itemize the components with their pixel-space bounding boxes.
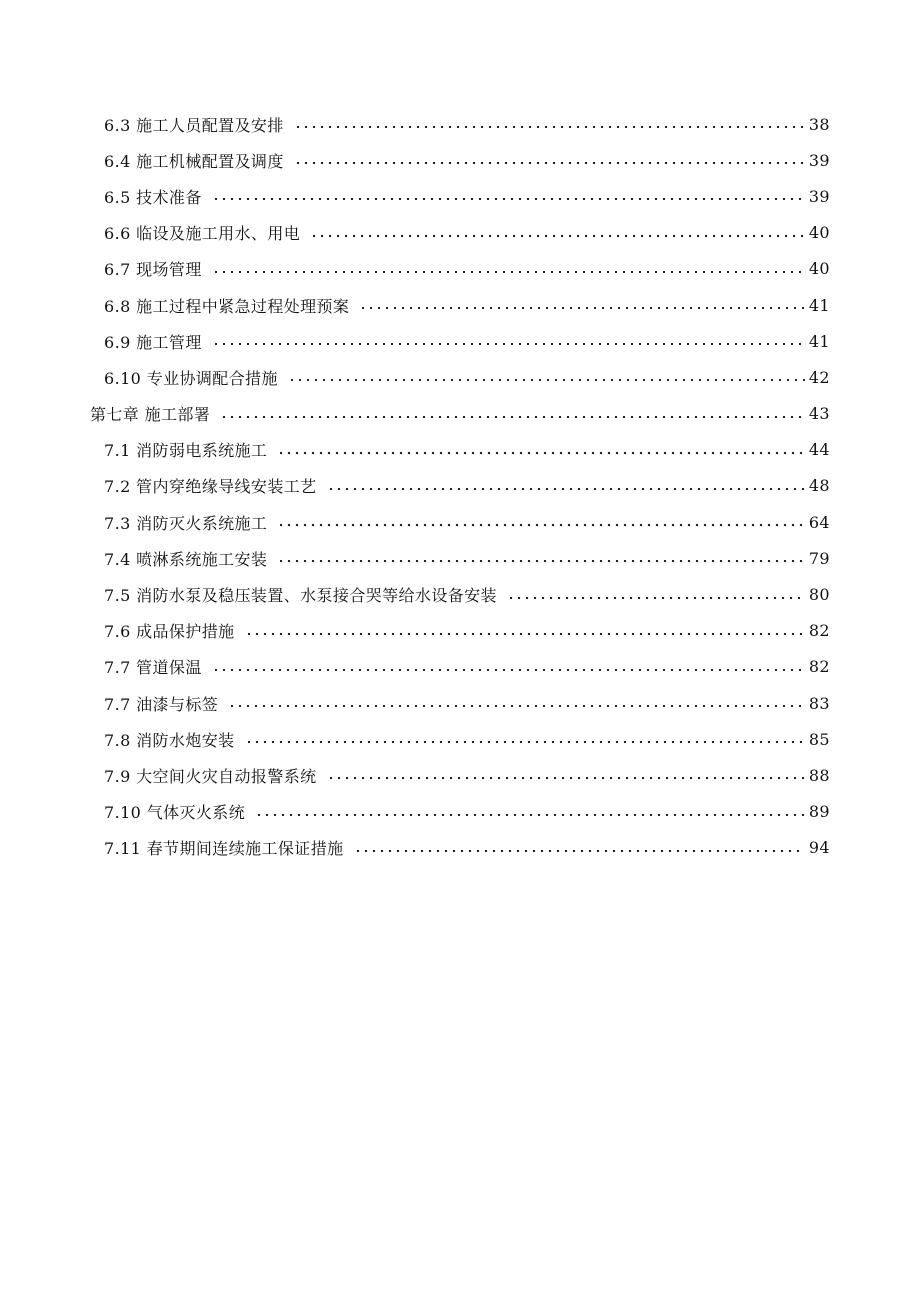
toc-entry[interactable]: [0, 613, 920, 649]
toc-entry-title: 6.4 施工机械配置及调度: [104, 151, 284, 171]
toc-dot-leader: [277, 445, 804, 461]
toc-entry[interactable]: [0, 685, 920, 721]
toc-page-number: 43: [808, 404, 830, 424]
toc-dot-leader: [245, 626, 805, 642]
toc-page-number: 64: [808, 512, 830, 532]
toc-entry-title: 7.8 消防水炮安装: [104, 730, 235, 750]
toc-page-number: 48: [808, 476, 830, 496]
toc-entry[interactable]: [0, 757, 920, 793]
toc-dot-leader: [245, 734, 805, 750]
toc-dot-leader: [212, 191, 805, 207]
toc-page-number: 39: [808, 150, 830, 170]
toc-entry-title: 7.5 消防水泵及稳压装置、水泵接合哭等给水设备安装: [104, 586, 497, 606]
toc-entry-title: 7.4 喷淋系统施工安装: [104, 549, 268, 569]
table-of-contents: [0, 106, 920, 866]
toc-dot-leader: [228, 698, 805, 714]
toc-entry[interactable]: [0, 215, 920, 251]
toc-entry-title: 6.6 临设及施工用水、用电: [104, 224, 301, 244]
toc-entry[interactable]: [0, 359, 920, 395]
toc-page-number: 89: [808, 802, 830, 822]
toc-entry[interactable]: [0, 323, 920, 359]
toc-dot-leader: [507, 590, 805, 606]
toc-page-number: 94: [808, 838, 830, 858]
toc-dot-leader: [212, 264, 805, 280]
toc-entry[interactable]: [0, 178, 920, 214]
toc-entry-title: 7.11 春节期间连续施工保证措施: [104, 839, 344, 859]
toc-entry-title: 7.3 消防灭火系统施工: [104, 513, 268, 533]
toc-dot-leader: [294, 155, 805, 171]
toc-dot-leader: [310, 228, 805, 244]
toc-dot-leader: [294, 119, 805, 135]
toc-page-number: 88: [808, 765, 830, 785]
toc-entry[interactable]: [0, 432, 920, 468]
toc-dot-leader: [220, 409, 805, 425]
toc-entry-title: 6.8 施工过程中紧急过程处理预案: [104, 296, 350, 316]
toc-chapter-entry[interactable]: [0, 396, 920, 432]
toc-entry[interactable]: [0, 721, 920, 757]
toc-page-number: 38: [808, 114, 830, 134]
toc-entry-title: 7.9 大空间火灾自动报警系统: [104, 766, 317, 786]
toc-page-number: 41: [808, 331, 830, 351]
toc-page-number: 40: [808, 259, 830, 279]
toc-page-number: 79: [808, 548, 830, 568]
toc-entry-title: 7.7 管道保温: [104, 658, 202, 678]
toc-entry-title: 6.5 技术准备: [104, 187, 202, 207]
toc-page-number: 40: [808, 223, 830, 243]
toc-page-number: 85: [808, 729, 830, 749]
toc-dot-leader: [288, 372, 805, 388]
toc-dot-leader: [212, 336, 805, 352]
toc-entry[interactable]: [0, 287, 920, 323]
toc-entry-title: 6.3 施工人员配置及安排: [104, 115, 284, 135]
toc-entry-title: 7.6 成品保护措施: [104, 622, 235, 642]
toc-entry-title: 7.7 油漆与标签: [104, 694, 219, 714]
toc-page-number: 83: [808, 693, 830, 713]
toc-entry[interactable]: [0, 794, 920, 830]
toc-page-number: 44: [808, 440, 830, 460]
toc-dot-leader: [277, 553, 804, 569]
toc-page-number: 39: [808, 186, 830, 206]
toc-dot-leader: [354, 843, 805, 859]
toc-chapter-title: 第七章 施工部署: [90, 405, 211, 425]
toc-entry-title: 6.9 施工管理: [104, 332, 202, 352]
toc-entry[interactable]: [0, 251, 920, 287]
toc-dot-leader: [212, 662, 805, 678]
toc-entry[interactable]: [0, 142, 920, 178]
toc-page-number: 41: [808, 295, 830, 315]
toc-page-number: 80: [808, 585, 830, 605]
toc-entry[interactable]: [0, 649, 920, 685]
toc-entry[interactable]: [0, 106, 920, 142]
toc-entry[interactable]: [0, 830, 920, 866]
toc-entry[interactable]: [0, 504, 920, 540]
toc-entry-title: 6.10 专业协调配合措施: [104, 368, 278, 388]
toc-dot-leader: [327, 770, 805, 786]
toc-page-number: 82: [808, 621, 830, 641]
toc-entry[interactable]: [0, 540, 920, 576]
toc-dot-leader: [255, 807, 805, 823]
toc-entry-title: 7.2 管内穿绝缘导线安装工艺: [104, 477, 317, 497]
toc-entry[interactable]: [0, 576, 920, 612]
toc-page-number: 82: [808, 657, 830, 677]
toc-entry-title: 7.10 气体灭火系统: [104, 803, 246, 823]
toc-dot-leader: [359, 300, 804, 316]
toc-entry[interactable]: [0, 468, 920, 504]
toc-entry-title: 7.1 消防弱电系统施工: [104, 441, 268, 461]
toc-entry-title: 6.7 现场管理: [104, 260, 202, 280]
toc-page-number: 42: [808, 367, 830, 387]
toc-dot-leader: [327, 481, 805, 497]
toc-dot-leader: [277, 517, 804, 533]
